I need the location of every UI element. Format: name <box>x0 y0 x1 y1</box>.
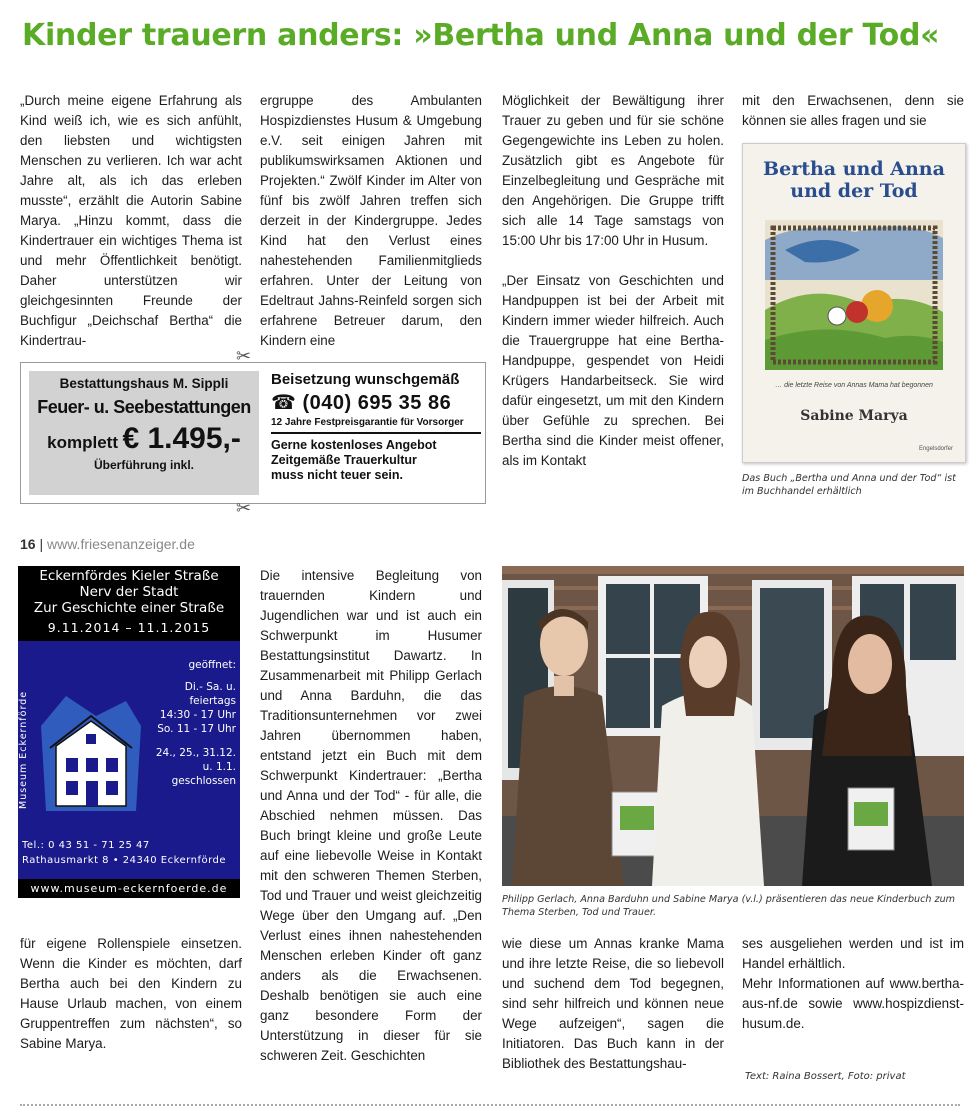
photo-image <box>502 566 964 886</box>
ad-services: Feuer- u. Seebestattungen <box>37 397 251 417</box>
paragraph: mit den Erwachsenen, denn sie können sie alles fragen und sie <box>742 93 964 128</box>
ad-offer: Gerne kostenloses Angebot <box>271 438 437 452</box>
divider <box>20 1104 960 1106</box>
book-caption: Das Buch „Bertha und Anna und der Tod“ ist im Buchhandel erhältlich <box>742 473 956 497</box>
site-url: www.friesenanzeiger.de <box>47 536 195 552</box>
column-4-top <box>742 91 964 151</box>
paragraph: Möglichkeit der Bewältigung ihrer Trauer zu geben und für sie schöne Gegengewichte ins Leben zu holen. Zusätzlich gibt es Angebote für Einzelbegleitung und Gespräche mit den Angehörigen. Die Gruppe trifft sich alle 14 Tage samstags von 15:00 Uhr bis 17:00 Uhr in Husum. <box>502 93 724 248</box>
paragraph: ergruppe des Ambulanten Hospizdienstes Husum & Umgebung e.V. seit einigen Jahren mit publikumswirksamen Aktionen und Projekten.“ Zwölf Kinder im Alter von fünf bis zwölf Jahren treffen sich derzeit in der Kindergruppe. Jedes Kind hat den Verlust eines nahestehenden Familienmitglieds erfahren. Unter der Leitung von Edeltraut Jahns-Reinfeld sorgen sich erfahrene Betreuer darum, den Kindern eine <box>260 93 482 348</box>
ad-right-panel <box>271 371 481 483</box>
book-illustration <box>765 220 943 370</box>
publisher-logo: Engelsdorfer <box>918 446 953 452</box>
ad-phone: (040) 695 35 86 <box>302 392 452 414</box>
museum-title-2: Nerv der Stadt <box>79 584 179 600</box>
museum-vertical-label: Museum Eckernförde <box>18 690 29 810</box>
ad-price-row <box>29 422 259 456</box>
hours-line: 24., 25., 31.12. <box>155 747 236 759</box>
museum-dates: 9.11.2014 – 11.1.2015 <box>47 620 211 635</box>
ad-slogan-1: Zeitgemäße Trauerkultur <box>271 453 417 467</box>
book-title-line: Bertha und Anna <box>763 158 945 180</box>
funeral-home-ad <box>20 362 486 504</box>
museum-title-1: Eckernfördes Kieler Straße <box>39 568 219 584</box>
paragraph: ses ausgeliehen werden und ist im Handel erhältlich. <box>742 936 964 971</box>
ad-transfer-note: Überführung inkl. <box>94 458 194 472</box>
paragraph: Die intensive Begleitung von trauernden Kindern und Jugendlichen war und ist auch ein Schwerpunkt im Husumer Bestattungsinstitut Dawartz. In Zusammenarbeit mit Philipp Gerlach und Anna Barduhn, die das Traditionsunternehmen vor zwei Jahren übernommen haben, entstand jetzt ein Buch mit dem Schwerpunkt Kindertrauer: „Bertha und Anna und der Tod“ - für alle, die Abschied nehmen müssen. Das Buch bringt kleine und große Leute auf eine liebevolle Weise in Kontakt mit den schweren Themen Sterben, Tod und Trauer und weist gleichzeitig Wege über den Umgang auf. „Den Verlust eines ihnen nahestehenden Menschen erleben Kinder oft ganz anders als die Erwachsenen. Deshalb benötigen sie auch eine ganz besondere Form der Unterstützung in dieser für sie schweren Zeit. Geschichten <box>260 568 482 1063</box>
column-1-top <box>20 91 242 371</box>
more-info: Mehr Informationen auf www.bertha-aus-nf.de sowie www.hospizdienst-husum.de. <box>742 976 964 1031</box>
separator: | <box>39 536 44 552</box>
hours-line: Di.- Sa. u. feiertags <box>184 681 236 707</box>
museum-phone: Tel.: 0 43 51 - 71 25 47 <box>22 840 150 851</box>
opening-label: geöffnet: <box>188 659 236 671</box>
museum-header <box>18 566 240 641</box>
photo-caption: Philipp Gerlach, Anna Barduhn und Sabine Marya (v.l.) präsentieren das neue Kinderbuch zum Thema Sterben, Tod und Trauer. <box>502 894 956 918</box>
book-subtitle: … die letzte Reise von Annas Mama hat begonnen <box>775 382 933 389</box>
credits: Text: Raina Bossert, Foto: privat <box>745 1071 906 1082</box>
paragraph: „Der Einsatz von Geschichten und Handpuppen ist bei der Arbeit mit Kindern immer wieder hilfreich. Auch die Trauergruppe hat eine Bertha-Handpuppe, gespendet von Heidi Krügers Handarbeitseck. Sie wird dafür eingesetzt, um mit den Kindern über Gefühle zu sprechen. Bei Bertha sind die Kinder meist offener, als im Kontakt <box>502 273 724 468</box>
book-title-line: und der Tod <box>790 180 918 202</box>
paragraph: „Durch meine eigene Erfahrung als Kind weiß ich, wie es sich anfühlt, den liebsten und wichtigsten Menschen zu verlieren. Ich war acht Jahre alt, als ich das erleben musste“, erzählt die Autorin Sabine Marya. „Hinzu kommt, dass die Kindertrauer ein wichtiges Thema ist und mehr Öffentlichkeit benötigt. Daher unterstützen wir gleichgesinnten Freunde der Buchfigur „Deichschaf Bertha“ die Kindertrau- <box>20 93 242 348</box>
ad-slogan-2: muss nicht teuer sein. <box>271 468 403 482</box>
hours-line: u. 1.1. geschlossen <box>171 761 236 787</box>
scissors-icon: ✂ <box>236 498 252 518</box>
ad-price: € 1.495,- <box>122 422 241 455</box>
column-4-bottom <box>742 934 964 1034</box>
phone-icon: ☎ <box>271 392 297 414</box>
hours-line: 14:30 - 17 Uhr <box>159 709 236 721</box>
paragraph: wie diese um Annas kranke Mama und ihre letzte Reise, die so liebevoll und suchend dem Tod begegnen, sind sehr hilfreich und können neue Wege aufzeigen“, sagen die Initiatoren. Das Buch kann in der Bibliothek des Bestattungshau- <box>502 936 724 1071</box>
book-cover <box>742 143 966 463</box>
column-2-top <box>260 91 482 371</box>
house-illustration <box>36 686 146 816</box>
ad-burial-line: Beisetzung wunschgemäß <box>271 371 460 388</box>
column-1-bottom <box>20 934 242 1074</box>
ad-guarantee: 12 Jahre Festpreisgarantie für Vorsorger <box>271 417 481 434</box>
column-3-bottom <box>502 934 724 1094</box>
ad-komplett: komplett <box>47 433 118 452</box>
column-3 <box>502 91 724 491</box>
page-footer-line <box>20 536 195 552</box>
museum-ad <box>18 566 240 898</box>
group-photo <box>502 566 964 886</box>
ad-left-panel <box>29 371 259 495</box>
museum-url: www.museum-eckernfoerde.de <box>18 879 240 898</box>
scissors-icon: ✂ <box>236 346 252 366</box>
opening-hours <box>136 658 236 788</box>
museum-title-3: Zur Geschichte einer Straße <box>33 600 225 616</box>
column-2-bottom <box>260 566 482 1086</box>
article-title: Kinder trauern anders: »Bertha und Anna und der Tod« <box>22 18 940 53</box>
museum-address: Rathausmarkt 8 • 24340 Eckernförde <box>22 855 227 866</box>
page-number: 16 <box>20 536 36 552</box>
museum-contact <box>22 838 226 868</box>
ad-company-name: Bestattungshaus M. Sippli <box>59 376 229 391</box>
book-title <box>743 158 965 202</box>
hours-line: So. 11 - 17 Uhr <box>157 723 236 735</box>
book-author: Sabine Marya <box>800 408 908 424</box>
ad-phone-row <box>271 390 481 415</box>
paragraph: für eigene Rollenspiele einsetzen. Wenn die Kinder es möchten, darf Bertha auch bei den Kindern zu Hause Urlaub machen, von einem Gruppentreffen zum nächsten“, so Sabine Marya. <box>20 936 242 1051</box>
